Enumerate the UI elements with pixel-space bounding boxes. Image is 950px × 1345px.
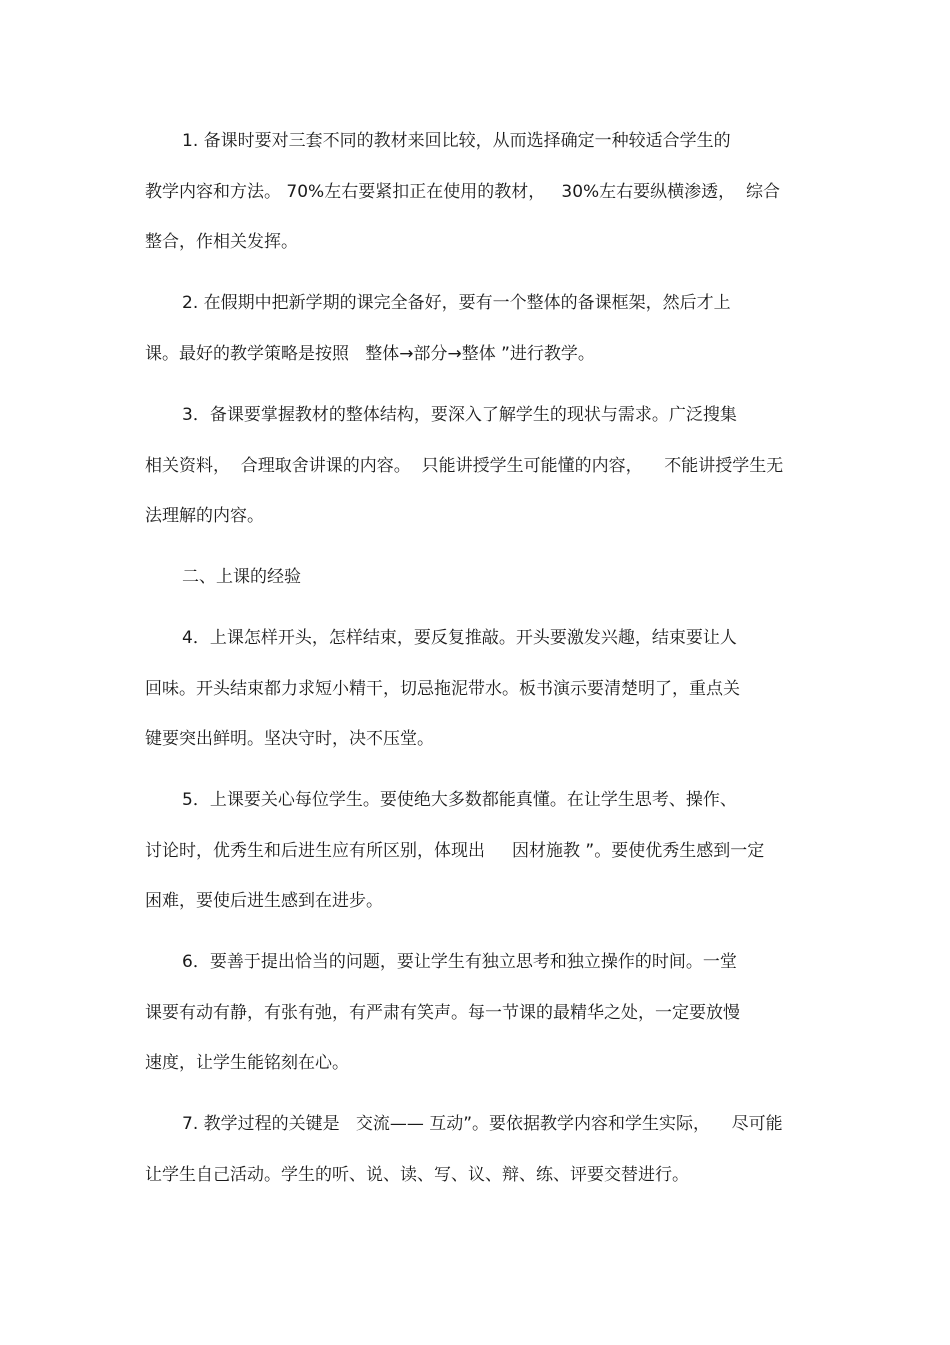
paragraph-5-line-2: 讨论时，优秀生和后进生应有所区别，体现出 因材施教 ”。要使优秀生感到一定: [145, 841, 765, 861]
paragraph-4-line-3: 键要突出鲜明。坚决守时，决不压堂。: [145, 729, 434, 749]
paragraph-7-line-2: 让学生自己活动。学生的听、说、读、写、议、辩、练、评要交替进行。: [145, 1165, 689, 1185]
paragraph-6-line-1: 6．要善于提出恰当的问题，要让学生有独立思考和独立操作的时间。一堂: [182, 952, 737, 972]
paragraph-7-line-1: 7. 教学过程的关键是 交流—— 互动”。要依据教学内容和学生实际， 尽可能: [182, 1114, 783, 1134]
paragraph-3-line-3: 法理解的内容。: [145, 506, 264, 526]
paragraph-1-line-1: 1. 备课时要对三套不同的教材来回比较，从而选择确定一种较适合学生的: [182, 131, 731, 151]
paragraph-3-line-1: 3．备课要掌握教材的整体结构，要深入了解学生的现状与需求。广泛搜集: [182, 405, 737, 425]
paragraph-6-line-3: 速度，让学生能铭刻在心。: [145, 1053, 349, 1073]
paragraph-5-line-1: 5．上课要关心每位学生。要使绝大多数都能真懂。在让学生思考、操作、: [182, 790, 737, 810]
paragraph-2-line-2: 课。最好的教学策略是按照 整体→部分→整体 ”进行教学。: [145, 344, 595, 364]
paragraph-6-line-2: 课要有动有静，有张有弛，有严肃有笑声。每一节课的最精华之处，一定要放慢: [145, 1003, 740, 1023]
section-heading: 二、上课的经验: [182, 567, 301, 587]
paragraph-1-line-2: 教学内容和方法。 70%左右要紧扣正在使用的教材， 30%左右要纵横渗透， 综合: [145, 182, 780, 202]
paragraph-3-line-2: 相关资料， 合理取舍讲课的内容。 只能讲授学生可能懂的内容， 不能讲授学生无: [145, 456, 784, 476]
paragraph-1-line-3: 整合，作相关发挥。: [145, 232, 298, 252]
paragraph-5-line-3: 困难，要使后进生感到在进步。: [145, 891, 383, 911]
paragraph-4-line-2: 回味。开头结束都力求短小精干，切忌拖泥带水。板书演示要清楚明了，重点关: [145, 679, 740, 699]
paragraph-2-line-1: 2. 在假期中把新学期的课完全备好，要有一个整体的备课框架，然后才上: [182, 293, 731, 313]
paragraph-4-line-1: 4．上课怎样开头，怎样结束，要反复推敲。开头要激发兴趣，结束要让人: [182, 628, 737, 648]
